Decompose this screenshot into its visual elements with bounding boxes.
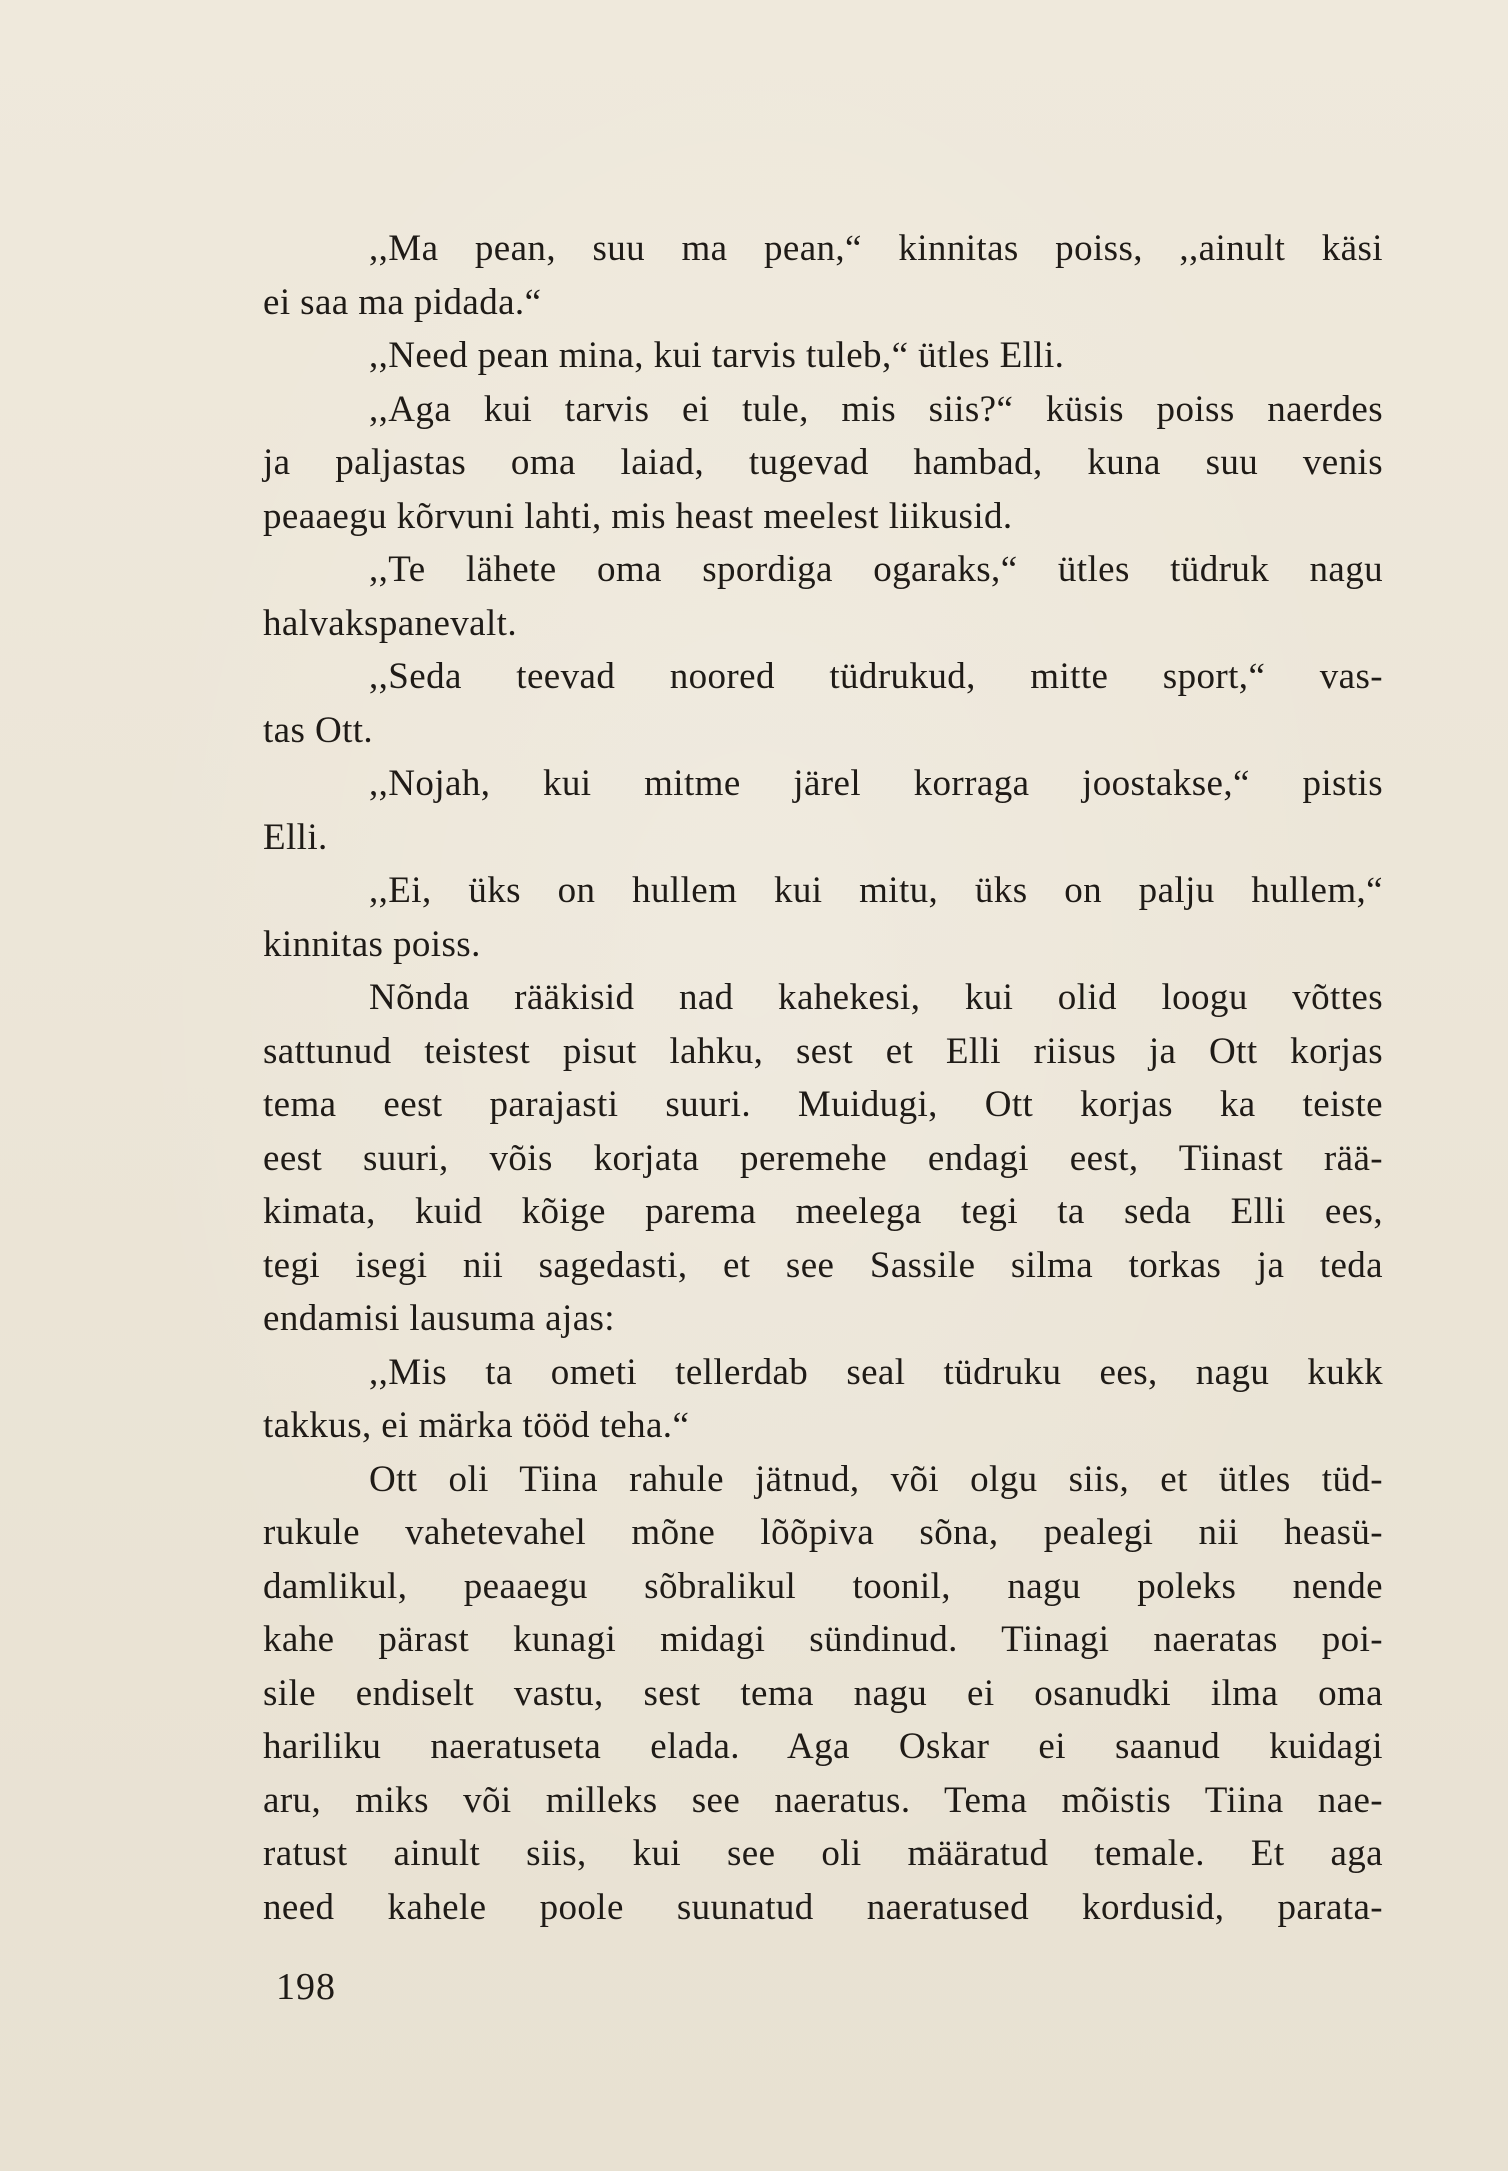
text-line: ,,Ei, üks on hullem kui mitu, üks on palju hullem,“ <box>369 870 1383 911</box>
text-line: ,,Nojah, kui mitme järel korraga joostakse,“ pistis <box>369 763 1383 804</box>
text-line: kimata, kuid kõige parema meelega tegi ta seda Elli ees, <box>263 1191 1383 1232</box>
text-line: peaaegu kõrvuni lahti, mis heast meelest liikusid. <box>263 495 1013 537</box>
text-line: kahe pärast kunagi midagi sündinud. Tiinagi naeratas poi- <box>263 1619 1383 1660</box>
text-line: ei saa ma pidada.“ <box>263 281 542 323</box>
text-line: ,,Ma pean, suu ma pean,“ kinnitas poiss, ,,ainult käsi <box>369 228 1383 269</box>
text-line: Ott oli Tiina rahule jätnud, või olgu siis, et ütles tüd- <box>369 1458 1383 1500</box>
text-line: halvakspanevalt. <box>263 602 517 644</box>
text-line: tas Ott. <box>263 709 374 751</box>
text-line: Elli. <box>263 816 328 858</box>
page-number: 198 <box>276 1966 336 2008</box>
text-line: takkus, ei märka tööd teha.“ <box>263 1405 690 1446</box>
body-text <box>263 222 1383 1934</box>
text-line: Nõnda rääkisid nad kahekesi, kui olid loogu võttes <box>369 977 1383 1018</box>
text-line: endamisi lausuma ajas: <box>263 1298 615 1339</box>
text-line: tegi isegi nii sagedasti, et see Sassile silma torkas ja teda <box>263 1244 1383 1286</box>
text-line: rukule vahetevahel mõne lõõpiva sõna, pealegi nii heasü- <box>263 1512 1383 1553</box>
text-line: tema eest parajasti suuri. Muidugi, Ott korjas ka teiste <box>263 1084 1383 1125</box>
text-line: hariliku naeratuseta elada. Aga Oskar ei saanud kuidagi <box>263 1726 1383 1767</box>
text-line: sattunud teistest pisut lahku, sest et Elli riisus ja Ott korjas <box>263 1030 1383 1072</box>
text-line: damlikul, peaaegu sõbralikul toonil, nagu poleks nende <box>263 1565 1383 1607</box>
text-line: ratust ainult siis, kui see oli määratud temale. Et aga <box>263 1833 1383 1874</box>
text-line: ,,Seda teevad noored tüdrukud, mitte sport,“ vas- <box>369 656 1383 697</box>
text-line: need kahele poole suunatud naeratused kordusid, parata- <box>263 1886 1383 1928</box>
text-line: eest suuri, võis korjata peremehe endagi eest, Tiinast rää- <box>263 1137 1383 1179</box>
text-line: ,,Te lähete oma spordiga ogaraks,“ ütles tüdruk nagu <box>369 549 1383 590</box>
text-line: ,,Need pean mina, kui tarvis tuleb,“ ütles Elli. <box>369 335 1065 376</box>
text-line: ,,Mis ta ometi tellerdab seal tüdruku ees, nagu kukk <box>369 1351 1383 1393</box>
text-line: aru, miks või milleks see naeratus. Tema mõistis Tiina nae- <box>263 1779 1383 1821</box>
text-line: ,,Aga kui tarvis ei tule, mis siis?“ küsis poiss naerdes <box>369 388 1383 430</box>
text-line: kinnitas poiss. <box>263 923 481 965</box>
text-line: ja paljastas oma laiad, tugevad hambad, kuna suu venis <box>263 442 1383 483</box>
text-line: sile endiselt vastu, sest tema nagu ei osanudki ilma oma <box>263 1672 1383 1714</box>
